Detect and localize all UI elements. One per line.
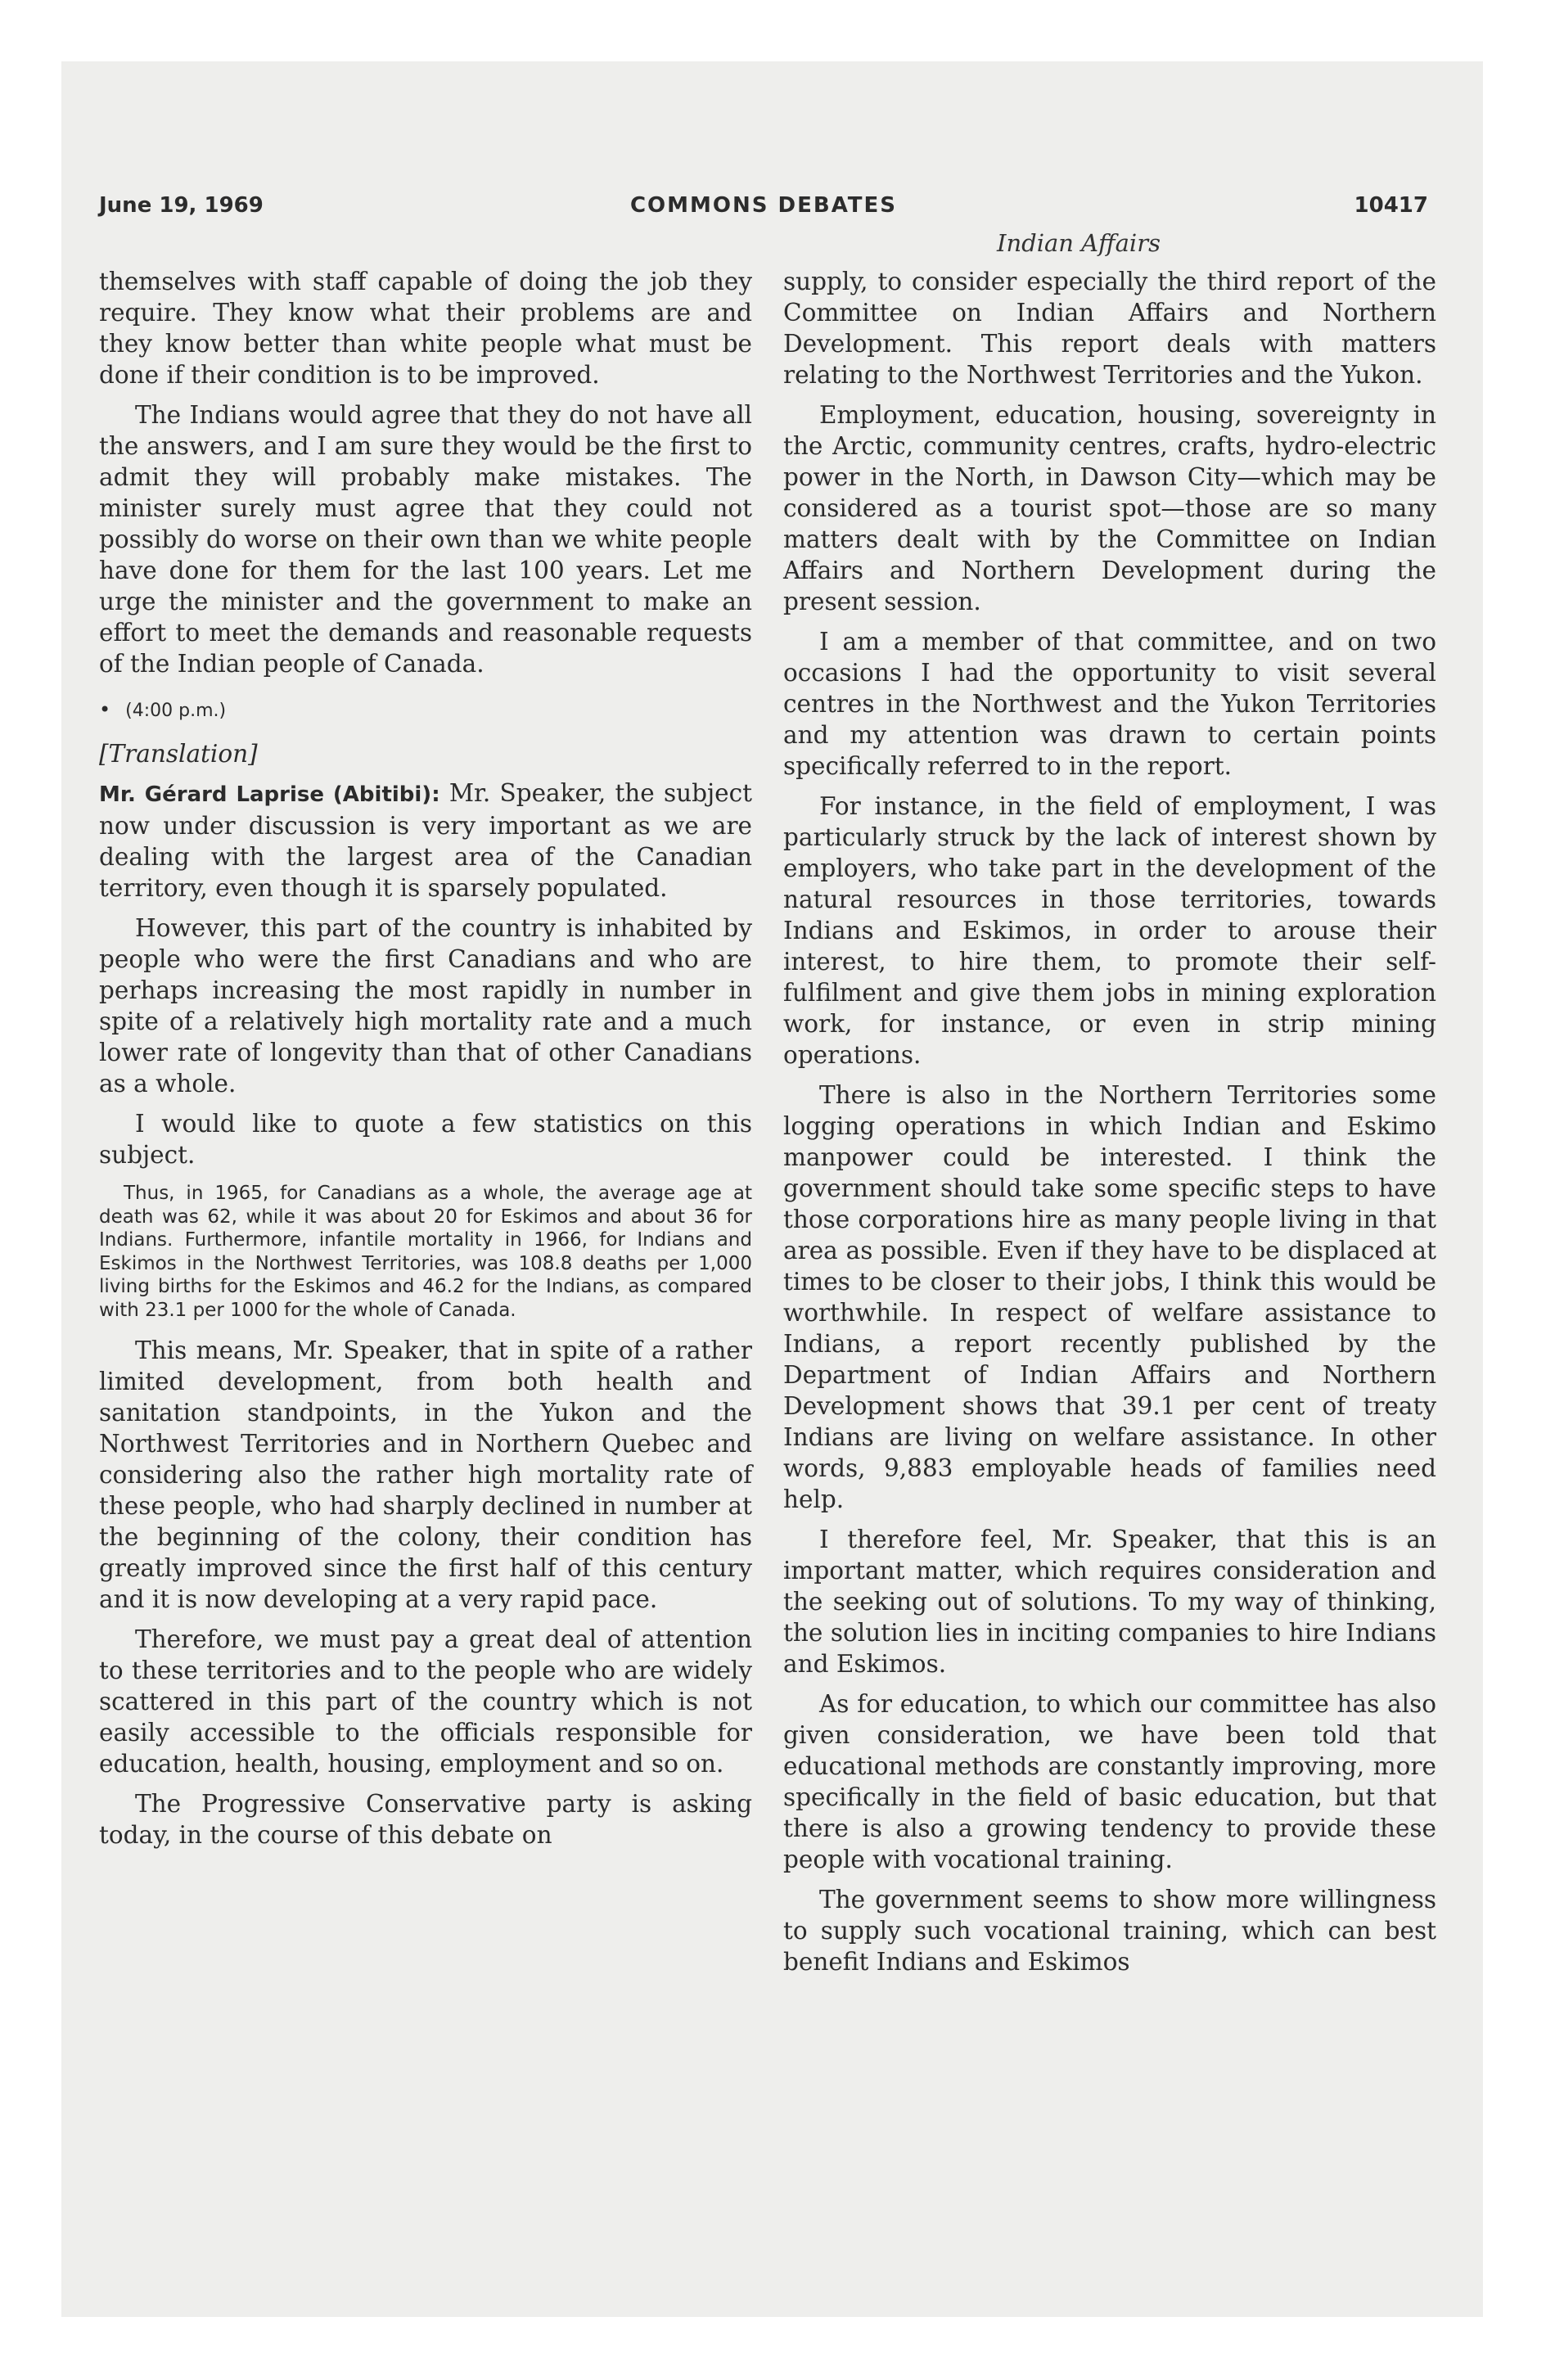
paragraph: I am a member of that committee, and on two occasions I had the opportunity to visit several centres in the Northwest and the Yukon Territories and my attention was drawn to certain points specifically referred to in the report. <box>783 628 1436 780</box>
header-publication-title: COMMONS DEBATES <box>629 193 898 218</box>
right-column <box>783 266 1436 1986</box>
translation-label: [Translation] <box>99 740 258 768</box>
paragraph: This means, Mr. Speaker, that in spite of a rather limited development, from both health and sanitation standpoints, in the Yukon and the Northwest Territories and in Northern Quebec and considering also the rather high mortality rate of these people, who had sharply declined in number at the beginning of the colony, their condition has greatly improved since the first half of this century and it is now developing at a very rapid pace. <box>99 1336 752 1613</box>
left-column <box>99 266 752 1859</box>
paragraph: I would like to quote a few statistics on this subject. <box>99 1110 752 1169</box>
paragraph: There is also in the Northern Territories some logging operations in which Indian and Eskimo manpower could be interested. I think the government should take some specific steps to have those corporations hire as many people living in that area as possible. Even if they have to be displaced at times to be closer to their jobs, I think this would be worthwhile. In respect of welfare assistance to Indians, a report recently published by the Department of Indian Affairs and Northern Development shows that 39.1 per cent of treaty Indians are living on welfare assistance. In other words, 9,883 employable heads of families need help. <box>783 1081 1436 1513</box>
paragraph: Therefore, we must pay a great deal of attention to these territories and to the people who are widely scattered in this part of the country which is not easily accessible to the officials responsible for education, health, housing, employment and so on. <box>99 1625 752 1778</box>
bullet-icon: • <box>99 698 111 721</box>
header-page-number: 10417 <box>1354 193 1428 218</box>
paragraph: The Indians would agree that they do not have all the answers, and I am sure they would be the first to admit they will probably make mistakes. The minister surely must agree that they could not possibly do worse on their own than we white people have done for them for the last 100 years. Let me urge the minister and the government to make an effort to meet the demands and reasonable requests of the Indian people of Canada. <box>99 401 752 678</box>
paragraph: supply, to consider especially the third report of the Committee on Indian Affairs and Northern Development. This report deals with matters relating to the Northwest Territories and the Yukon. <box>783 268 1436 389</box>
statistics-quote: Thus, in 1965, for Canadians as a whole, the average age at death was 62, while it was about 20 for Eskimos and about 36 for Indians. Furthermore, infantile mortality in 1966, for Indians and Eskimos in the Northwest Territories, was 108.8 deaths per 1,000 living births for the Eskimos and 46.2 for the Indians, as compared with 23.1 per 1000 for the whole of Canada. <box>99 1183 752 1321</box>
time-marker <box>99 694 752 727</box>
page-header <box>99 193 1428 236</box>
paragraph: themselves with staff capable of doing the job they require. They know what their problems are and they know better than white people what must be done if their condition is to be improved. <box>99 268 752 389</box>
section-heading: Indian Affairs <box>997 229 1161 257</box>
paragraph: However, this part of the country is inhabited by people who were the first Canadians and who are perhaps increasing the most rapidly in number in spite of a relatively high mortality rate and a much lower rate of longevity than that of other Canadians as a whole. <box>99 914 752 1098</box>
header-date: June 19, 1969 <box>99 193 264 218</box>
speaker-paragraph <box>99 778 752 904</box>
time-marker-text: (4:00 p.m.) <box>125 701 227 721</box>
speaker-text: Mr. Speaker, the subject now under discussion is very important as we are dealing with the largest area of the Canadian territory, even though it is sparsely populated. <box>99 779 752 902</box>
paragraph: As for education, to which our committee has also given consideration, we have been told that educational methods are constantly improving, more specifically in the field of basic education, but that there is also a growing tendency to provide these people with vocational training. <box>783 1690 1436 1873</box>
paragraph: For instance, in the field of employment, I was particularly struck by the lack of interest shown by employers, who take part in the development of the natural resources in those territories, towards Indians and Eskimos, in order to arouse their interest, to hire them, to promote their self-fulfilment and give them jobs in mining exploration work, for instance, or even in strip mining operations. <box>783 792 1436 1069</box>
paragraph: Employment, education, housing, sovereignty in the Arctic, community centres, crafts, hydro-electric power in the North, in Dawson City—which may be considered as a tourist spot—those are so many matters dealt with by the Committee on Indian Affairs and Northern Development during the present session. <box>783 401 1436 615</box>
paragraph: I therefore feel, Mr. Speaker, that this is an important matter, which requires consideration and the seeking out of solutions. To my way of thinking, the solution lies in inciting companies to hire Indians and Eskimos. <box>783 1526 1436 1678</box>
paragraph: The government seems to show more willingness to supply such vocational training, which can best benefit Indians and Eskimos <box>783 1886 1436 1976</box>
speaker-name: Mr. Gérard Laprise (Abitibi): <box>99 782 440 807</box>
paragraph: The Progressive Conservative party is asking today, in the course of this debate on <box>99 1790 752 1849</box>
